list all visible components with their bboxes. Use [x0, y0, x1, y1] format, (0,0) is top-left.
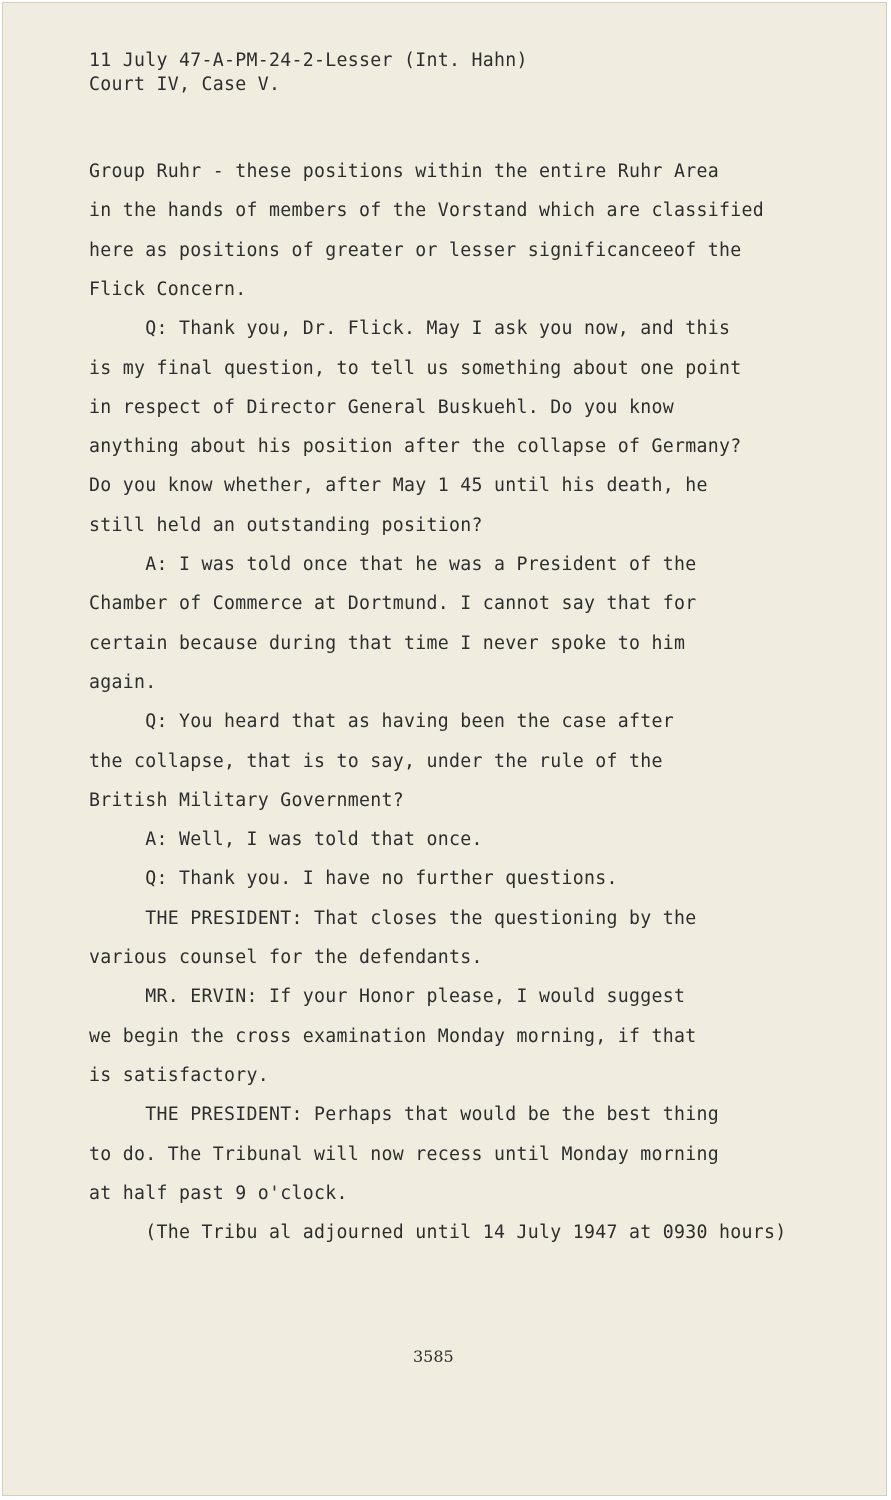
transcript-line: certain because during that time I never spoke to him: [89, 633, 686, 654]
transcript-line: Q: Thank you. I have no further questions.: [89, 868, 618, 889]
transcript-line: is my final question, to tell us something about one point: [89, 358, 742, 379]
document-header: [89, 49, 528, 97]
header-line-1: 11 July 47-A-PM-24-2-Lesser (Int. Hahn): [89, 50, 528, 71]
transcript-line: in respect of Director General Buskuehl. Do you know: [89, 397, 674, 418]
document-page: [2, 2, 887, 1496]
transcript-line: Do you know whether, after May 1 45 until his death, he: [89, 475, 708, 496]
page-number: 3585: [413, 1347, 454, 1366]
transcript-line: Group Ruhr - these positions within the entire Ruhr Area: [89, 161, 719, 182]
transcript-line: here as positions of greater or lesser significanceeof the: [89, 240, 742, 261]
transcript-line: again.: [89, 672, 157, 693]
transcript-line: Q: You heard that as having been the case after: [89, 711, 674, 732]
transcript-line: the collapse, that is to say, under the rule of the: [89, 751, 663, 772]
transcript-line: Flick Concern.: [89, 279, 247, 300]
transcript-line: still held an outstanding position?: [89, 515, 483, 536]
transcript-line: A: I was told once that he was a President of the: [89, 554, 697, 575]
transcript-line: to do. The Tribunal will now recess until Monday morning: [89, 1144, 719, 1165]
transcript-line: we begin the cross examination Monday morning, if that: [89, 1026, 697, 1047]
header-line-2: Court IV, Case V.: [89, 74, 281, 95]
transcript-line: Q: Thank you, Dr. Flick. May I ask you now, and this: [89, 318, 731, 339]
transcript-line: British Military Government?: [89, 790, 404, 811]
transcript-line: is satisfactory.: [89, 1065, 269, 1086]
transcript-line: Chamber of Commerce at Dortmund. I cannot say that for: [89, 593, 697, 614]
transcript-line: anything about his position after the collapse of Germany?: [89, 436, 742, 457]
transcript-line: in the hands of members of the Vorstand which are classified: [89, 200, 764, 221]
transcript-line: various counsel for the defendants.: [89, 947, 483, 968]
transcript-line: THE PRESIDENT: Perhaps that would be the best thing: [89, 1104, 719, 1125]
transcript-line: THE PRESIDENT: That closes the questioning by the: [89, 908, 697, 929]
transcript-line: (The Tribu al adjourned until 14 July 1947 at 0930 hours): [89, 1222, 787, 1243]
transcript-line: at half past 9 o'clock.: [89, 1183, 348, 1204]
transcript-line: MR. ERVIN: If your Honor please, I would suggest: [89, 986, 686, 1007]
transcript-line: A: Well, I was told that once.: [89, 829, 483, 850]
